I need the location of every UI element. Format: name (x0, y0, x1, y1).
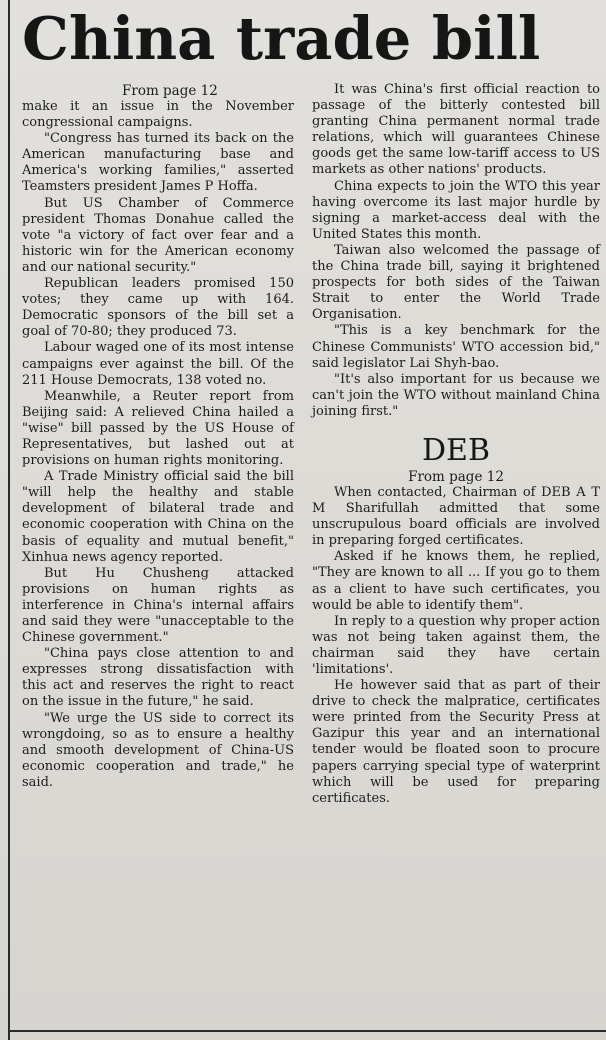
paragraph: But US Chamber of Commerce president Thomas Donahue called the vote "a victory of fact over fear and a historic win for the American economy and our national security." (22, 195, 294, 275)
paragraph: Meanwhile, a Reuter report from Beijing said: A relieved China hailed a "wise" bill passed by the US House of Representatives, but lashed out at provisions on human rights monitoring. (22, 388, 294, 469)
paragraph: Asked if he knows them, he replied, "They are known to all ... If you go to them as a client to have such certificates, you would be able to identify them". (312, 549, 600, 613)
headline: China trade bill (22, 4, 541, 73)
paragraph: Republican leaders promised 150 votes; they came up with 164. Democratic sponsors of the bill set a goal of 70-80; they produced 73. (22, 276, 294, 340)
paragraph: When contacted, Chairman of DEB A T M Sharifullah admitted that some unscrupulous board officials are involved in preparing forged certificates. (312, 484, 600, 549)
paragraph: Taiwan also welcomed the passage of the China trade bill, saying it brightened prospects for both sides of the Taiwan Strait to enter the World Trade Organisation. (312, 242, 600, 323)
paragraph: "It's also important for us because we can't join the WTO without mainland China joining first." (312, 371, 600, 419)
paragraph: make it an issue in the November congressional campaigns. (22, 99, 294, 131)
paragraph: "Congress has turned its back on the American manufacturing base and America's working families," asserted Teamsters president James P Hoffa. (22, 131, 294, 195)
paragraph: "China pays close attention to and expresses strong dissatisfaction with this act and reserves the right to react on the issue in the future," he said. (22, 646, 294, 710)
jump-line: From page 12 (122, 83, 218, 99)
paragraph: It was China's first official reaction to passage of the bitterly contested bill granting China permanent normal trade relations, which will guarantees Chinese goods get the same low-tariff access to US markets as other nations' products. (312, 82, 600, 178)
deb-jump-line: From page 12 (408, 468, 504, 485)
right-column (312, 82, 600, 807)
paragraph: In reply to a question why proper action was not being taken against them, the chairman said they have certain 'limitations'. (312, 613, 600, 677)
paragraph: "This is a key benchmark for the Chinese Communists' WTO accession bid," said legislator Lai Shyh-bao. (312, 323, 600, 371)
left-column (22, 82, 294, 791)
deb-heading: DEB (422, 432, 490, 468)
bottom-rule (8, 1030, 606, 1032)
paragraph: "We urge the US side to correct its wrongdoing, so as to ensure a healthy and smooth development of China-US economic cooperation and trade," he said. (22, 710, 294, 790)
left-column-rule (8, 0, 10, 1040)
paragraph: He however said that as part of their drive to check the malpratice, certificates were printed from the Security Press at Gazipur this year and an international tender would be floated soon to procure papers carrying special type of waterprint which will be used for preparing certificates. (312, 678, 600, 806)
paragraph: China expects to join the WTO this year having overcome its last major hurdle by signing a market-access deal with the United States this month. (312, 178, 600, 242)
paragraph: But Hu Chusheng attacked provisions on human rights as interference in China's internal affairs and said they were "unacceptable to the Chinese government." (22, 565, 294, 646)
paragraph: Labour waged one of its most intense campaigns ever against the bill. Of the 211 House Democrats, 138 voted no. (22, 340, 294, 388)
paragraph: A Trade Ministry official said the bill "will help the healthy and stable development of bilateral trade and economic cooperation with China on the basis of equality and mutual benefit," Xinhua news agency reported. (22, 469, 294, 565)
